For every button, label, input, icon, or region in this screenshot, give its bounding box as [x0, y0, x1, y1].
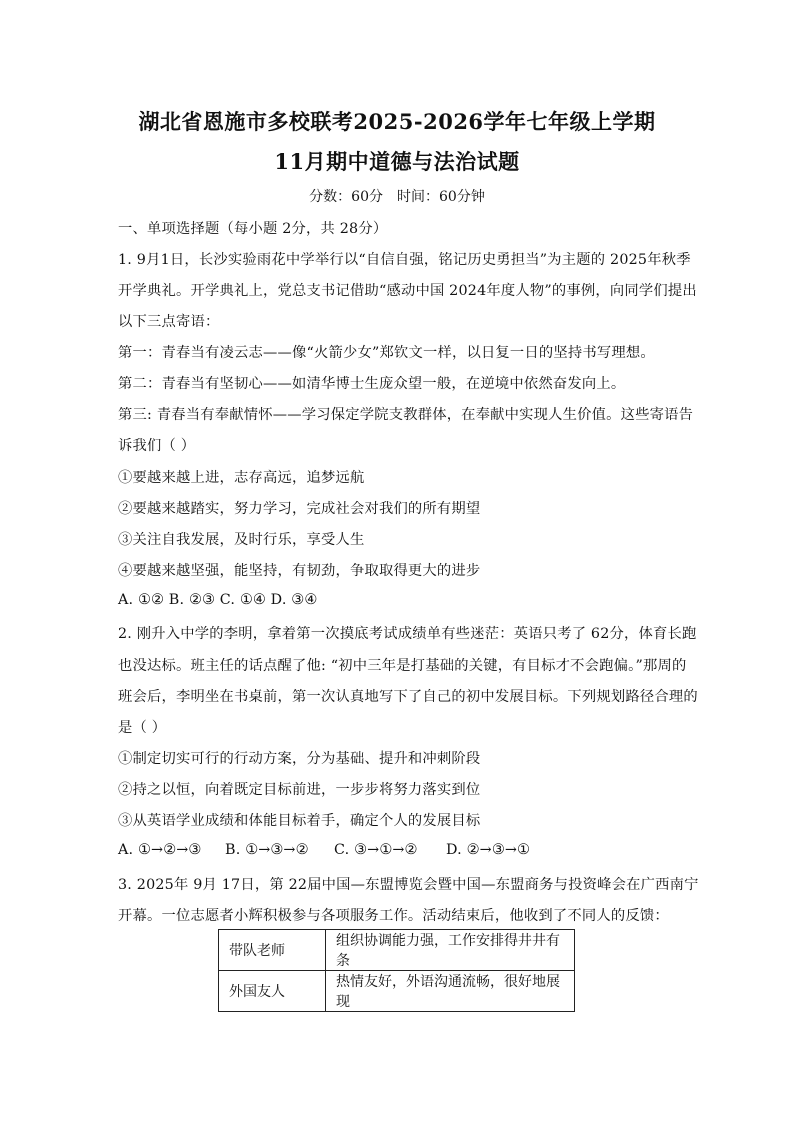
- q1-statement: ②要越来越踏实，努力学习，完成社会对我们的所有期望: [118, 501, 481, 517]
- table-row: [219, 930, 575, 971]
- q2-line: 班会后，李明坐在书桌前，第一次认真地写下了自己的初中发展目标。下列规划路径合理的: [118, 689, 698, 705]
- q3-line: 开幕。一位志愿者小辉积极参与各项服务工作。活动结束后，他收到了不同人的反馈：: [118, 908, 669, 924]
- q3-line: 3. 2025年 9月 17日，第 22届中国—东盟博览会暨中国—东盟商务与投资峰会在广西南宁: [118, 877, 699, 893]
- q1-line: 第三: 青春当有奉献情怀——学习保定学院支教群体，在奉献中实现人生价值。这些寄语告: [118, 407, 694, 423]
- table-cell: 组织协调能力强，工作安排得井井有条: [326, 930, 575, 971]
- q1-line: 诉我们（ ）: [118, 438, 196, 454]
- q2-line: 是（ ）: [118, 720, 167, 736]
- q1-statement: ①要越来越上进，志存高远，追梦远航: [118, 470, 365, 486]
- table-cell: 外国友人: [219, 971, 326, 1012]
- q1-line: 开学典礼。开学典礼上，党总支书记借助“感动中国 2024年度人物”的事例，向同学们提出: [118, 283, 697, 299]
- q1-statement: ④要越来越坚强，能坚持，有韧劲，争取取得更大的进步: [118, 563, 481, 579]
- table-cell: 热情友好，外语沟通流畅，很好地展现: [326, 971, 575, 1012]
- q1-statement: ③关注自我发展，及时行乐，享受人生: [118, 532, 365, 548]
- table-cell: 带队老师: [219, 930, 326, 971]
- q2-line: 也没达标。班主任的话点醒了他: “初中三年是打基础的关键，有目标才不会跑偏。”那周的: [118, 658, 687, 674]
- time-label: 时间：60分钟: [397, 189, 485, 205]
- q2-line: 2. 刚升入中学的李明，拿着第一次摸底考试成绩单有些迷茫：英语只考了 62分，体育长跑: [118, 626, 697, 642]
- exam-title-line1: 湖北省恩施市多校联考2025-2026学年七年级上学期: [138, 109, 656, 134]
- section-heading: 一、单项选择题（每小题 2分，共 28分）: [118, 221, 388, 237]
- q2-option-b: B. ①→③→②: [225, 842, 309, 858]
- q2-option-c: C. ③→①→②: [334, 842, 418, 858]
- q2-statement: ②持之以恒，向着既定目标前进，一步步将努力落实到位: [118, 782, 481, 798]
- score-label: 分数：60分: [309, 189, 383, 205]
- feedback-table: [218, 929, 575, 1012]
- q1-line: 第二：青春当有坚韧心——如清华博士生庞众望一般，在逆境中依然奋发向上。: [118, 376, 626, 392]
- q2-statement: ①制定切实可行的行动方案，分为基础、提升和冲刺阶段: [118, 751, 481, 767]
- q2-option-a: A. ①→②→③: [118, 842, 202, 858]
- q1-line: 1. 9月1日，长沙实验雨花中学举行以“自信自强，铭记历史勇担当”为主题的 2025年秋季: [118, 252, 691, 268]
- q1-options: A. ①② B. ②③ C. ①④ D. ③④: [118, 592, 318, 608]
- q1-line: 以下三点寄语：: [118, 314, 220, 330]
- exam-meta: [0, 186, 794, 206]
- q2-options: [118, 842, 530, 858]
- q1-line: 第一：青春当有凌云志——像“火箭少女”郑钦文一样，以日复一日的坚持书写理想。: [118, 345, 655, 361]
- exam-title-line2: 11月期中道德与法治试题: [274, 149, 520, 174]
- q2-statement: ③从英语学业成绩和体能目标着手，确定个人的发展目标: [118, 813, 481, 829]
- table-row: [219, 971, 575, 1012]
- q2-option-d: D. ②→③→①: [446, 842, 531, 858]
